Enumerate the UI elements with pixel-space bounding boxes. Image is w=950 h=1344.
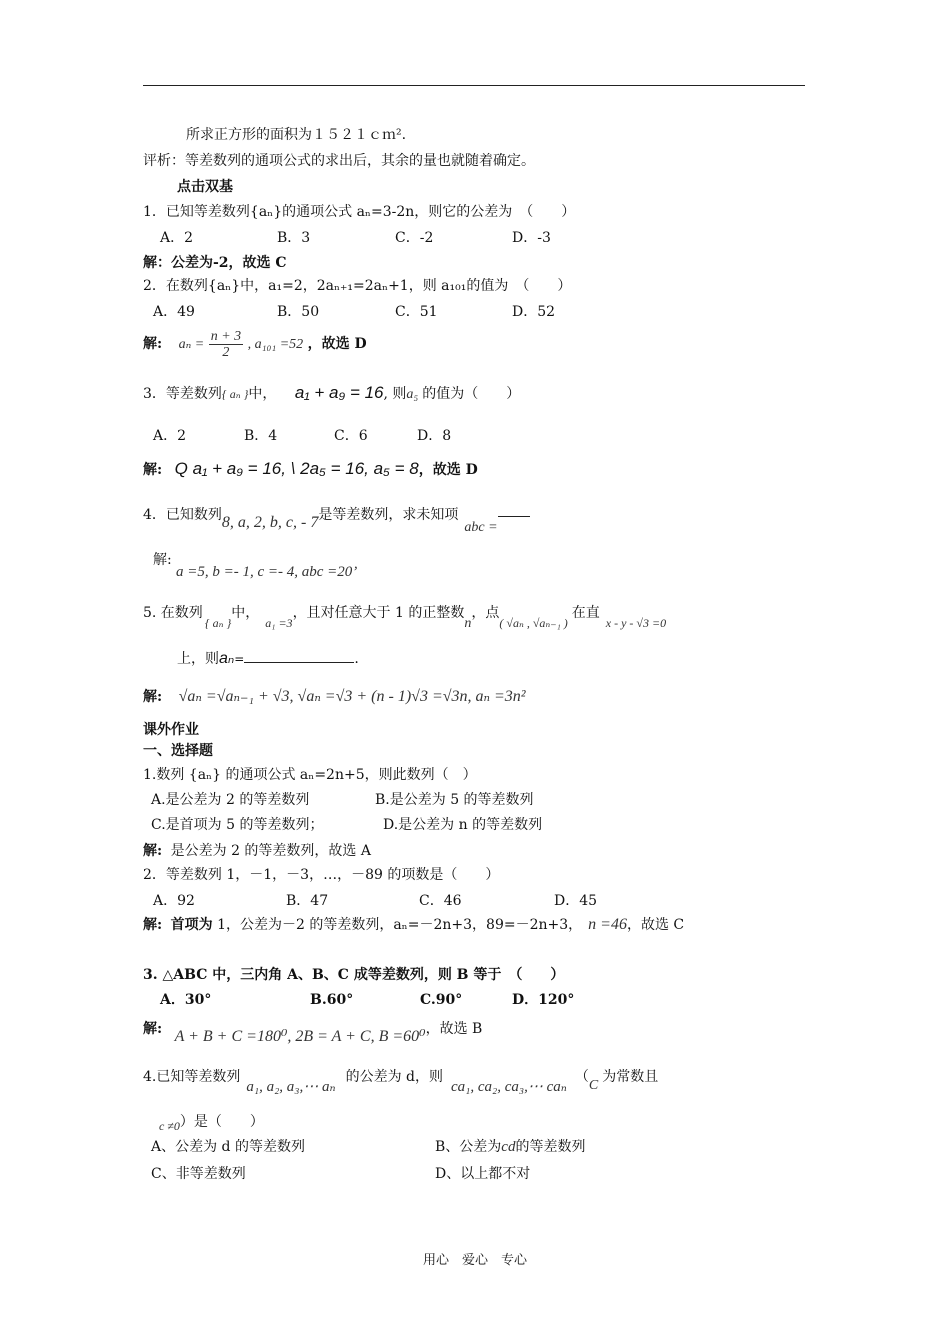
h1-answer <box>143 842 371 860</box>
q3-stem-a: 3．等差数列 <box>143 386 222 402</box>
q3-target: a₅ <box>406 387 419 402</box>
h4-option-b-tail: 的等差数列 <box>515 1139 586 1155</box>
h3-option-d: D．120° <box>512 992 575 1008</box>
q3-option-c: C．6 <box>334 428 368 444</box>
h4-stem-2 <box>159 1112 264 1132</box>
q5-stem-d: ，点 <box>471 605 500 621</box>
h3-answer-tail: ，故选 B <box>425 1021 483 1037</box>
q3-condition: a₁ + a₉ = 16 <box>294 383 384 402</box>
q3-option-a: A．2 <box>153 428 187 444</box>
h4-stem <box>143 1066 659 1095</box>
h1-answer-text: 是公差为 2 的等差数列，故选 A <box>170 843 371 859</box>
q3-stem-d: 的值为（ ） <box>422 386 521 402</box>
h2-option-b: B．47 <box>286 893 329 909</box>
h4-option-c: C、非等差数列 <box>151 1166 246 1182</box>
q2-option-b: B．50 <box>277 304 320 320</box>
q3-answer-label: 解: <box>143 462 163 478</box>
q5-stem-e: 在直 <box>571 605 600 621</box>
q2-answer-tail: ，故选 D <box>307 336 367 352</box>
q5-point: ( √aₙ , √aₙ₋₁ ) <box>499 616 568 630</box>
h2-option-d: D．45 <box>554 893 598 909</box>
h4-stem-e: ）是（ ） <box>179 1114 264 1130</box>
h2-answer-tail: ，故选 C <box>626 917 685 933</box>
q2-option-a: A．49 <box>153 304 195 320</box>
q2-fraction <box>209 329 243 360</box>
q5-stem-2 <box>177 649 359 669</box>
q1-stem: 1．已知等差数列{aₙ}的通项公式 aₙ=3-2n，则它的公差为 （ ） <box>143 204 576 220</box>
h4-stem-b: 的公差为 d，则 <box>345 1069 444 1085</box>
q3-answer-tail: ，故选 D <box>418 462 478 478</box>
q2-stem: 2．在数列{aₙ}中，a₁=2，2aₙ₊₁=2aₙ+1，则 a₁₀₁的值为 （ ） <box>143 278 572 294</box>
q5-n: n <box>464 616 472 631</box>
q3-seq: { aₙ } <box>221 387 249 401</box>
q4-target: abc = <box>464 520 498 535</box>
q4-answer-formula: a =5, b =- 1, c =- 4, abc =20’ <box>176 564 358 580</box>
page-footer: 用心 爱心 专心 <box>422 1253 527 1268</box>
h3-option-c: C.90° <box>420 992 463 1008</box>
h1-answer-label: 解: <box>143 843 163 859</box>
q1-option-d: D．-3 <box>512 230 551 246</box>
h2-stem: 2．等差数列 1，－1，－3，…，－89 的项数是（ ） <box>143 867 500 883</box>
q2-answer-label: 解: <box>143 336 163 352</box>
q5-stem-h: . <box>354 651 359 667</box>
h4-stem-c: （ <box>574 1069 589 1085</box>
h4-seq2: ca₁, ca₂, ca₃,⋯ caₙ <box>451 1079 567 1095</box>
h1-option-b: B.是公差为 5 的等差数列 <box>375 792 534 808</box>
q3-option-d: D．8 <box>417 428 452 444</box>
q5-seq: { aₙ } <box>204 616 232 630</box>
q3-stem <box>143 380 520 408</box>
q5-stem-c: ，且对任意大于 1 的正整数 <box>292 605 465 621</box>
q2-frac-num: n + 3 <box>210 328 242 344</box>
q3-answer <box>143 456 478 483</box>
h3-stem: 3. △ABC 中，三内角 A、B、C 成等差数列，则 B 等于 （ ） <box>143 967 565 983</box>
q4-seq: 8, a, 2, b, c, - 7 <box>221 514 319 531</box>
h2-answer-bold: 首项为 <box>170 917 213 933</box>
q5-line: x - y - √3 =0 <box>605 616 667 630</box>
h3-option-b: B.60° <box>310 992 354 1008</box>
h3-answer <box>143 1016 483 1045</box>
q1-option-b: B．3 <box>277 230 311 246</box>
q2-option-c: C．51 <box>395 304 438 320</box>
q2-formula-lhs: aₙ = <box>178 337 205 352</box>
q3-stem-c: , 则 <box>383 386 407 402</box>
h2-answer <box>143 914 684 936</box>
q2-frac-den: 2 <box>222 344 230 360</box>
area-result: 所求正方形的面积为１５２１ｃｍ². <box>186 127 407 143</box>
q3-answer-formula: Q a₁ + a₉ = 16, \ 2a₅ = 16, a₅ = 8 <box>174 459 419 478</box>
q4-stem <box>143 502 530 535</box>
h4-option-a: A、公差为 d 的等差数列 <box>151 1139 305 1155</box>
h1-option-a: A.是公差为 2 的等差数列 <box>151 792 310 808</box>
q1-option-a: A．2 <box>160 230 194 246</box>
q2-answer <box>143 326 367 363</box>
homework-title: 课外作业 <box>143 722 199 738</box>
h4-cond: c ≠0 <box>159 1119 180 1133</box>
q5-answer <box>143 684 526 710</box>
h1-option-d: D.是公差为 n 的等差数列 <box>383 817 543 833</box>
q4-answer-label: 解: <box>153 552 172 568</box>
h2-option-c: C．46 <box>419 893 462 909</box>
h2-answer-rest: 1，公差为－2 的等差数列，aₙ=－2n+3，89=－2n+3， <box>212 917 583 933</box>
h4-c: C <box>588 1078 599 1093</box>
h4-stem-a: 4.已知等差数列 <box>143 1069 241 1085</box>
h4-option-b-text: B、公差为 <box>435 1139 502 1155</box>
h2-option-a: A．92 <box>153 893 195 909</box>
q2-option-d: D．52 <box>512 304 556 320</box>
header-rule <box>143 85 805 86</box>
q4-stem-a: 4．已知数列 <box>143 507 222 523</box>
q4-stem-b: 是等差数列，求未知项 <box>318 507 459 523</box>
q4-blank <box>498 516 530 517</box>
h4-option-d: D、以上都不对 <box>435 1166 531 1182</box>
comment: 评析：等差数列的通项公式的求出后，其余的量也就随着确定。 <box>143 153 535 169</box>
q5-stem <box>143 602 667 631</box>
h4-seq: a₁, a₂, a₃,⋯ aₙ <box>246 1079 336 1095</box>
h3-answer-label: 解: <box>143 1021 163 1037</box>
q5-answer-label: 解: <box>143 689 163 705</box>
q5-target: aₙ <box>219 650 235 667</box>
h2-answer-n: n =46 <box>588 916 627 933</box>
h2-answer-label: 解: <box>143 917 163 933</box>
q3-option-b: B．4 <box>244 428 278 444</box>
h4-option-b <box>435 1138 585 1156</box>
h4-stem-d: 为常数且 <box>602 1069 659 1085</box>
homework-section: 一、选择题 <box>143 743 213 759</box>
q1-answer: 解：公差为-2，故选 C <box>143 255 287 271</box>
q5-blank <box>244 662 354 663</box>
q5-stem-g: = <box>234 652 245 666</box>
q2-formula-rest: , a₁₀₁ =52 <box>247 337 304 352</box>
h3-option-a: A．30° <box>160 992 212 1008</box>
q5-stem-b: 中， <box>231 605 260 621</box>
section-title: 点击双基 <box>177 179 233 195</box>
h1-stem: 1.数列 {aₙ} 的通项公式 aₙ=2n+5，则此数列（ ） <box>143 767 477 783</box>
q1-option-c: C．-2 <box>395 230 434 246</box>
h1-option-c: C.是首项为 5 的等差数列； <box>151 817 324 833</box>
q5-condition: a₁ =3 <box>265 616 293 630</box>
h4-option-b-var: cd <box>501 1139 516 1155</box>
q5-stem-f: 上，则 <box>177 651 219 667</box>
q5-answer-formula: √aₙ =√aₙ₋₁ + √3, √aₙ =√3 + (n - 1)√3 =√3n, aₙ =3n² <box>178 688 526 705</box>
q3-stem-b: 中， <box>248 386 277 402</box>
h3-answer-formula: A + B + C =180⁰, 2B = A + C, B =60⁰ <box>174 1028 426 1045</box>
q5-stem-a: 5. 在数列 <box>143 605 203 621</box>
